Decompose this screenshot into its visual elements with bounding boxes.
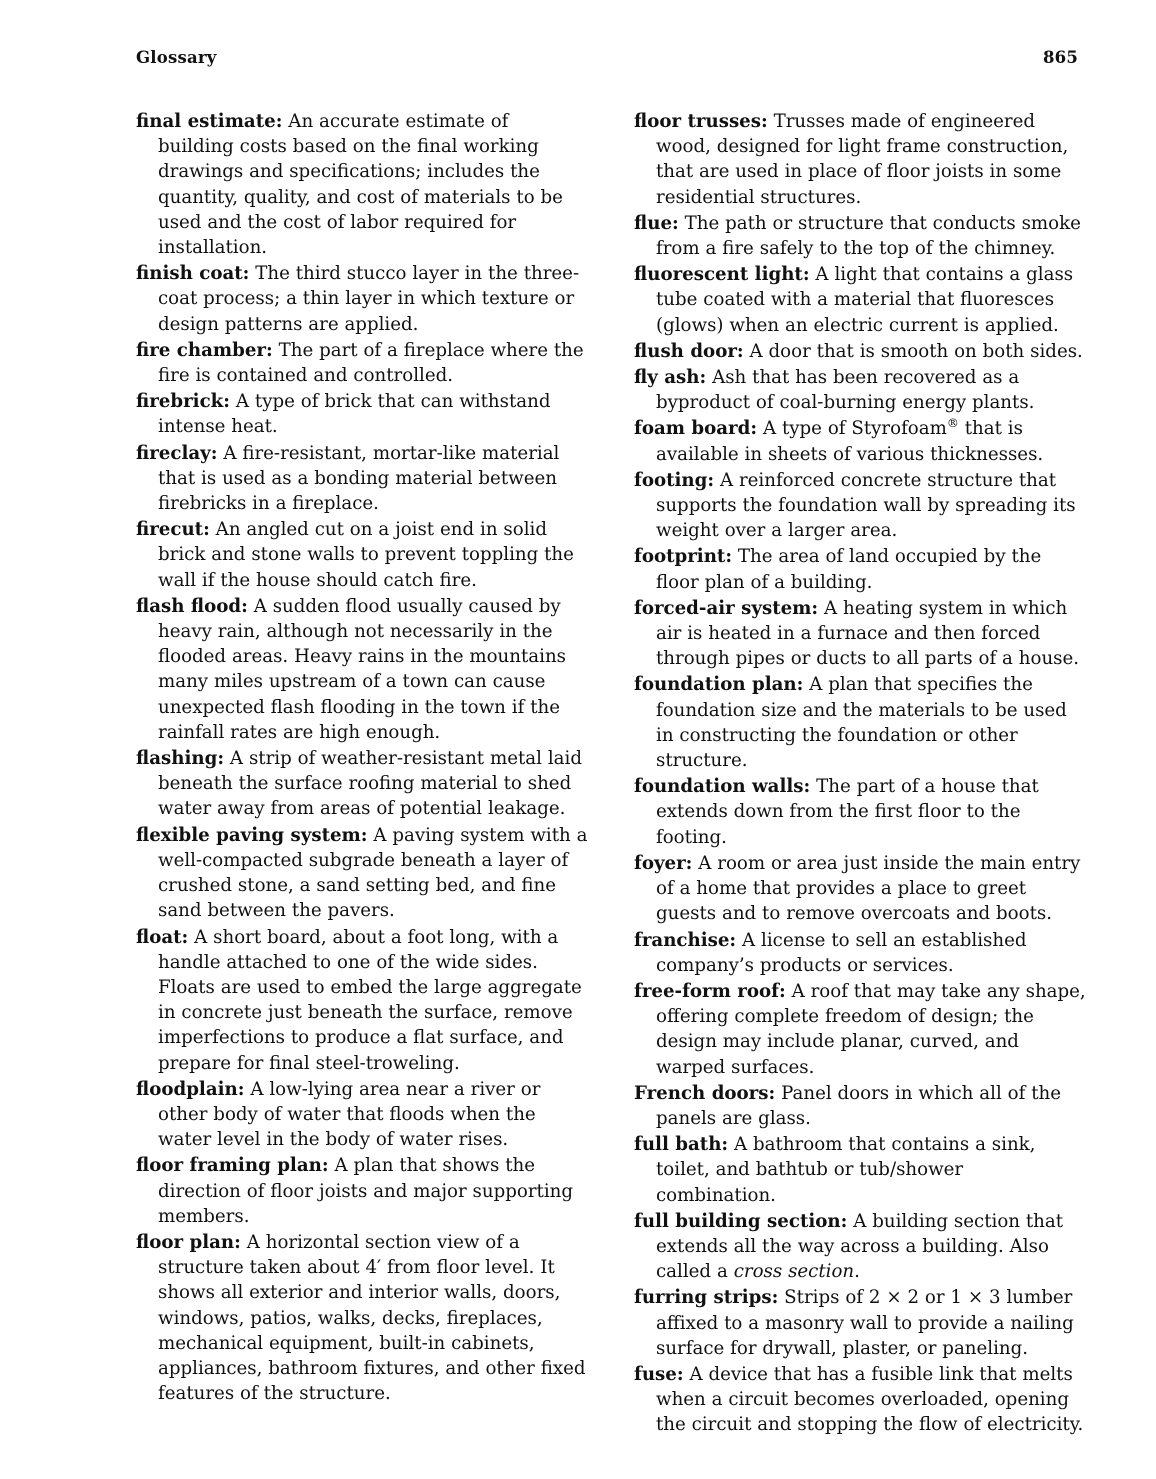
- glossary-entry: [634, 1081, 1086, 1131]
- glossary-entry: [136, 517, 588, 593]
- glossary-term: foam board:: [634, 418, 758, 440]
- glossary-entry: [634, 928, 1086, 978]
- glossary-definition: Trusses made of engineered wood, designed for light frame construction, that are used in place of floor joists in some residential structures.: [656, 111, 1069, 208]
- glossary-definition: An angled cut on a joist end in solid brick and stone walls to prevent toppling the wall if the house should catch fire.: [158, 519, 574, 591]
- glossary-definition: The part of a fireplace where the fire is contained and controlled.: [158, 339, 584, 387]
- glossary-term: firecut:: [136, 519, 210, 541]
- glossary-entry: [634, 979, 1086, 1080]
- glossary-definition: A bathroom that contains a sink, toilet, and bathtub or tub/shower combination.: [656, 1134, 1036, 1206]
- glossary-entry: [634, 1362, 1086, 1438]
- glossary-cross-reference: cross section: [733, 1261, 855, 1283]
- glossary-term: floor trusses:: [634, 111, 768, 132]
- glossary-entry: [136, 594, 588, 745]
- glossary-definition: Strips of 2 × 2 or 1 × 3 lumber affixed to a masonry wall to provide a nailing surface for drywall, plaster, or paneling.: [656, 1287, 1074, 1359]
- glossary-entry: [634, 851, 1086, 927]
- glossary-definition: The path or structure that conducts smoke from a fire safely to the top of the chimney.: [656, 212, 1081, 260]
- glossary-term: franchise:: [634, 929, 737, 951]
- glossary-term: flue:: [634, 212, 679, 234]
- glossary-entry: [634, 109, 1086, 210]
- glossary-entry: [136, 389, 588, 439]
- glossary-definition: A paving system with a well-compacted subgrade beneath a layer of crushed stone, a sand setting bed, and fine sand between the pavers.: [158, 824, 588, 922]
- glossary-entry: [136, 1153, 588, 1229]
- running-head-title: Glossary: [136, 48, 217, 67]
- two-column-body: [136, 109, 1086, 1439]
- glossary-definition-continued: .: [854, 1261, 860, 1283]
- column-right: [634, 109, 1086, 1439]
- glossary-definition: The area of land occupied by the floor plan of a building.: [656, 546, 1042, 593]
- glossary-term: full bath:: [634, 1134, 729, 1156]
- glossary-entry: [634, 1209, 1086, 1285]
- glossary-term: forced-air system:: [634, 597, 819, 619]
- glossary-term: flashing:: [136, 748, 225, 770]
- glossary-term: furring strips:: [634, 1287, 779, 1309]
- glossary-entry: [136, 441, 588, 517]
- glossary-definition: A room or area just inside the main entry of a home that provides a place to greet guests and to remove overcoats and boots.: [656, 852, 1081, 925]
- glossary-term: finish coat:: [136, 263, 250, 285]
- glossary-entry: [136, 261, 588, 337]
- glossary-definition: A light that contains a glass tube coated with a material that fluoresces (glows) when an electric current is applied.: [656, 264, 1074, 336]
- glossary-term: firebrick:: [136, 391, 230, 413]
- glossary-entry: [634, 1285, 1086, 1361]
- glossary-entry: [634, 262, 1086, 338]
- glossary-term: fireclay:: [136, 442, 218, 464]
- glossary-definition: A device that has a fusible link that melts when a circuit becomes overloaded, opening the circuit and stopping the flow of electricity.: [656, 1363, 1084, 1436]
- glossary-definition: The part of a house that extends down from the first floor to the footing.: [656, 776, 1039, 848]
- glossary-definition: A building section that extends all the way across a building. Also called a: [656, 1210, 1064, 1283]
- glossary-definition: A roof that may take any shape, offering complete freedom of design; the design may include planar, curved, and warped surfaces.: [656, 980, 1086, 1078]
- glossary-definition: Ash that has been recovered as a byproduct of coal-burning energy plants.: [656, 367, 1035, 414]
- page-number: 865: [1042, 48, 1078, 67]
- column-left: [136, 109, 588, 1439]
- glossary-entry: [634, 672, 1086, 773]
- glossary-definition: A fire-resistant, mortar-like material that is used as a bonding material between firebricks in a fireplace.: [158, 442, 560, 515]
- glossary-term: foundation walls:: [634, 776, 811, 798]
- glossary-entry: [634, 365, 1086, 415]
- glossary-definition: A type of brick that can withstand intense heat.: [158, 391, 551, 438]
- glossary-definition: A reinforced concrete structure that supports the foundation wall by spreading its weight over a larger area.: [656, 469, 1076, 542]
- glossary-definition: A low-lying area near a river or other body of water that floods when the water level in the body of water rises.: [158, 1078, 541, 1151]
- glossary-entry: [634, 596, 1086, 672]
- glossary-term: float:: [136, 926, 189, 948]
- glossary-entry: [136, 823, 588, 924]
- glossary-term: final estimate:: [136, 111, 283, 132]
- glossary-term: floor framing plan:: [136, 1155, 329, 1177]
- glossary-term: fire chamber:: [136, 339, 273, 361]
- glossary-term: foundation plan:: [634, 674, 804, 696]
- glossary-definition: An accurate estimate of building costs based on the final working drawings and specifications; includes the quantity, quality, and cost of materials to be used and the cost of labor required for installation.: [158, 111, 563, 259]
- running-head: [136, 48, 1080, 67]
- glossary-term: floor plan:: [136, 1231, 241, 1253]
- glossary-entry: [136, 1077, 588, 1153]
- glossary-term: free-form roof:: [634, 980, 786, 1002]
- glossary-term: flash flood:: [136, 595, 248, 617]
- glossary-entry: [136, 1230, 588, 1406]
- glossary-term: flush door:: [634, 340, 744, 362]
- glossary-term: footprint:: [634, 546, 733, 568]
- glossary-entry: [634, 544, 1086, 594]
- glossary-entry: [136, 925, 588, 1076]
- glossary-entry: [136, 338, 588, 388]
- glossary-definition: A type of Styrofoam: [757, 418, 947, 440]
- glossary-definition: A short board, about a foot long, with a handle attached to one of the wide sides. Floats are used to embed the large aggregate in concrete just beneath the surface, remove imperfections to produce a flat surface, and prepare for final steel-troweling.: [158, 926, 582, 1074]
- glossary-definition: The third stucco layer in the three-coat process; a thin layer in which texture or design patterns are applied.: [158, 263, 580, 335]
- glossary-definition: A heating system in which air is heated in a furnace and then forced through pipes or ducts to all parts of a house.: [656, 597, 1080, 670]
- glossary-entry: [634, 774, 1086, 850]
- glossary-term: fly ash:: [634, 367, 707, 389]
- glossary-entry: [136, 746, 588, 822]
- glossary-entry: [136, 109, 588, 260]
- glossary-definition-continued: that is available in sheets of various thicknesses.: [656, 418, 1044, 465]
- glossary-term: fuse:: [634, 1363, 684, 1385]
- glossary-definition: A sudden flood usually caused by heavy rain, although not necessarily in the flooded areas. Heavy rains in the mountains many miles upstream of a town can cause unexpected flash flooding in the town if the rainfall rates are high enough.: [158, 595, 566, 743]
- glossary-entry: [634, 468, 1086, 544]
- glossary-definition: A license to sell an established company’s products or services.: [656, 929, 1027, 976]
- glossary-entry: [634, 1132, 1086, 1208]
- glossary-entry: [634, 416, 1086, 466]
- glossary-definition: A door that is smooth on both sides.: [743, 340, 1083, 362]
- glossary-definition: A plan that specifies the foundation size and the materials to be used in constructing the foundation or other structure.: [656, 674, 1067, 772]
- glossary-term: fluorescent light:: [634, 264, 810, 286]
- glossary-definition: A horizontal section view of a structure taken about 4′ from floor level. It shows all exterior and interior walls, doors, windows, patios, walks, decks, fireplaces, mechanical equipment, built-in cabinets, appliances, bathroom fixtures, and other fixed features of the structure.: [158, 1231, 586, 1405]
- glossary-definition: A strip of weather-resistant metal laid beneath the surface roofing material to shed water away from areas of potential leakage.: [158, 748, 582, 820]
- glossary-entry: [634, 211, 1086, 261]
- glossary-term: French doors:: [634, 1082, 776, 1104]
- registered-trademark-mark: ®: [946, 416, 959, 431]
- glossary-term: foyer:: [634, 852, 693, 874]
- glossary-term: full building section:: [634, 1210, 848, 1232]
- glossary-definition: Panel doors in which all of the panels are glass.: [656, 1082, 1061, 1129]
- glossary-term: footing:: [634, 469, 715, 491]
- glossary-definition: A plan that shows the direction of floor joists and major supporting members.: [158, 1155, 573, 1227]
- glossary-term: floodplain:: [136, 1078, 245, 1100]
- glossary-term: flexible paving system:: [136, 824, 368, 846]
- glossary-entry: [634, 339, 1086, 364]
